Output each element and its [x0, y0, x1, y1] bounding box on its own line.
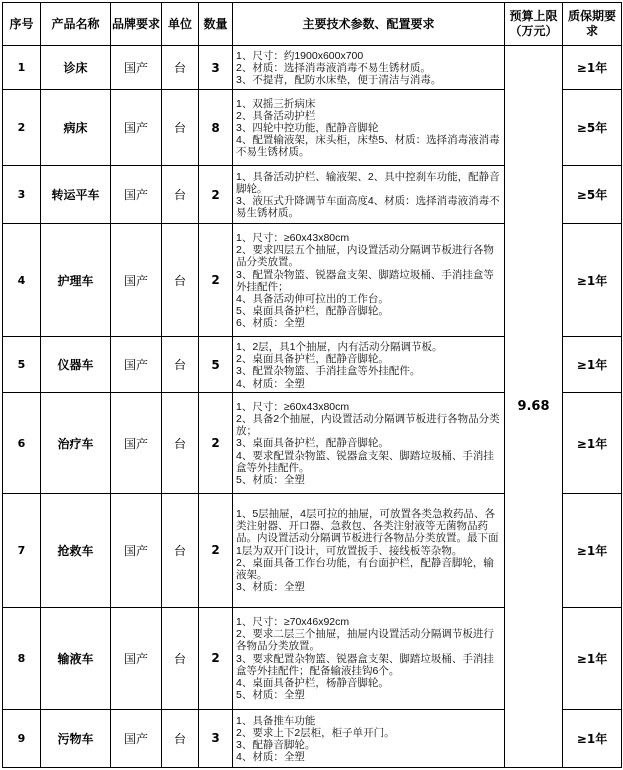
spec-line: 1、2层，具1个抽屉，内有活动分隔调节板。 [236, 341, 443, 353]
product-name: 护理车 [41, 224, 111, 337]
spec-line: 4、具备活动伸可拉出的工作台。 [236, 293, 389, 305]
header-spec: 主要技术参数、配置要求 [233, 3, 505, 46]
spec-line: 2、具备活动护栏 [236, 109, 316, 122]
spec-line: 3、桌面具备护栏，配静音脚轮。 [236, 437, 389, 450]
spec-line: 5、桌面具备护栏，配静音脚轮。 [236, 305, 389, 318]
spec-line: 4、配置输液架，床头柜，床垫5、材质：选择消毒液消毒不易生锈材质。 [236, 134, 500, 159]
product-name: 仪器车 [41, 337, 111, 393]
unit: 台 [162, 393, 199, 493]
warranty: ≥5年 [563, 90, 622, 166]
spec-line: 1、双摇三折病床 [236, 97, 316, 110]
quantity: 2 [199, 224, 233, 337]
budget-cell: 9.68 [505, 46, 563, 768]
row-number: 6 [3, 393, 41, 493]
header-no: 序号 [3, 3, 41, 46]
spec-cell [233, 337, 505, 393]
header-unit: 单位 [162, 3, 199, 46]
spec-line: 2、要求二层三个抽屉，抽屉内设置活动分隔调节板进行各物品分类放置。 [236, 628, 494, 653]
row-number: 8 [3, 607, 41, 709]
warranty: ≥5年 [563, 166, 622, 224]
brand-requirement: 国产 [111, 709, 162, 767]
spec-line: 3、配置杂物篮、手消挂盒等外挂配件。 [236, 365, 421, 378]
table-body [3, 46, 622, 768]
spec-cell [233, 224, 505, 337]
product-name: 病床 [41, 90, 111, 166]
quantity: 3 [199, 709, 233, 767]
brand-requirement: 国产 [111, 393, 162, 493]
spec-line: 2、桌面具备护栏，配静音脚轮。 [236, 353, 389, 366]
quantity: 2 [199, 493, 233, 607]
spec-line: 3、四轮中控功能，配静音脚轮 [236, 121, 379, 134]
unit: 台 [162, 607, 199, 709]
brand-requirement: 国产 [111, 337, 162, 393]
spec-line: 1、具备推车功能 [236, 714, 316, 727]
spec-line: 1、具备活动护栏、输液架、2、具中控刹车功能，配静音脚轮。 [236, 170, 500, 195]
row-number: 2 [3, 90, 41, 166]
spec-line: 2、具备2个抽屉，内设置活动分隔调节板进行各物品分类放； [236, 412, 500, 438]
row-number: 1 [3, 46, 41, 90]
spec-line: 5、材质：全塑 [236, 474, 305, 486]
header-name: 产品名称 [41, 3, 111, 46]
table-row [3, 46, 622, 90]
warranty: ≥1年 [563, 46, 622, 90]
warranty: ≥1年 [563, 393, 622, 493]
product-name: 抢救车 [41, 493, 111, 607]
row-number: 4 [3, 224, 41, 337]
unit: 台 [162, 166, 199, 224]
spec-cell [233, 46, 505, 90]
brand-requirement: 国产 [111, 607, 162, 709]
quantity: 8 [199, 90, 233, 166]
header-warranty: 质保期要求 [563, 3, 622, 46]
spec-line: 5、材质：全塑 [236, 689, 305, 702]
spec-cell [233, 607, 505, 709]
spec-line: 4、桌面具备护栏，杨静音脚轮。 [236, 677, 389, 690]
spec-cell [233, 90, 505, 166]
row-number: 9 [3, 709, 41, 767]
spec-line: 4、材质：全塑 [236, 377, 305, 390]
spec-line: 2、要求四层五个抽屉，内设置活动分隔调节板进行各物品分类放置。 [236, 244, 494, 269]
row-number: 5 [3, 337, 41, 393]
row-number: 3 [3, 166, 41, 224]
unit: 台 [162, 90, 199, 166]
brand-requirement: 国产 [111, 493, 162, 607]
spec-cell [233, 166, 505, 224]
spec-line: 3、液压式升降调节车面高度4、材质：选择消毒液消毒不易生锈材质。 [236, 195, 500, 220]
spec-line: 1、尺寸：≥60x43x80cm [236, 231, 350, 244]
warranty: ≥1年 [563, 337, 622, 393]
spec-line: 4、要求配置杂物篮、锐器盒支架、脚踏垃圾桶、手消挂盒等外挂配件。 [236, 449, 494, 474]
unit: 台 [162, 224, 199, 337]
row-number: 7 [3, 493, 41, 607]
product-name: 治疗车 [41, 393, 111, 493]
unit: 台 [162, 46, 199, 90]
header-brand: 品牌要求 [111, 3, 162, 46]
quantity: 2 [199, 166, 233, 224]
spec-line: 2、材质：选择消毒液消毒不易生锈材质。 [236, 61, 431, 74]
spec-line: 3、配置杂物篮、锐器盒支架、脚踏垃圾桶、手消挂盒等外挂配件； [236, 268, 494, 293]
spec-line: 3、不提背，配防水床垫，便于清洁与消毒。 [236, 74, 442, 87]
spec-line: 1、5层抽屉，4层可拉的抽屉，可放置各类急救药品、各类注射器、开口器、急救包、各类注射液等无菌物品药品。内设置活动分隔调节板进行各物品分类放置。最下面1层为双开门设计，可放置扳手、接线板等杂物。 [236, 507, 499, 557]
spec-line: 1、尺寸：≥70x46x92cm [236, 616, 350, 629]
brand-requirement: 国产 [111, 166, 162, 224]
warranty: ≥1年 [563, 709, 622, 767]
spec-cell [233, 393, 505, 493]
product-name: 输液车 [41, 607, 111, 709]
spec-line: 1、尺寸：约1900x600x700 [236, 49, 364, 62]
brand-requirement: 国产 [111, 90, 162, 166]
warranty: ≥1年 [563, 493, 622, 607]
warranty: ≥1年 [563, 607, 622, 709]
unit: 台 [162, 337, 199, 393]
spec-cell [233, 493, 505, 607]
header-qty: 数量 [199, 3, 233, 46]
quantity: 5 [199, 337, 233, 393]
spec-line: 4、材质：全塑 [236, 751, 305, 764]
spec-line: 2、要求上下2层柜，柜子单开门。 [236, 726, 395, 739]
spec-line: 6、材质：全塑 [236, 317, 305, 330]
warranty: ≥1年 [563, 224, 622, 337]
spec-line: 1、尺寸：≥60x43x80cm [236, 400, 350, 413]
quantity: 2 [199, 607, 233, 709]
product-name: 转运平车 [41, 166, 111, 224]
spec-line: 3、配静音脚轮。 [236, 738, 316, 751]
spec-line: 2、桌面具备工作台功能，有台面护栏，配静音脚轮，输液架。 [236, 556, 494, 581]
brand-requirement: 国产 [111, 224, 162, 337]
header-budget: 预算上限（万元） [505, 3, 563, 46]
quantity: 2 [199, 393, 233, 493]
quantity: 3 [199, 46, 233, 90]
procurement-table [2, 2, 622, 768]
brand-requirement: 国产 [111, 46, 162, 90]
spec-line: 3、要求配置杂物篮、锐器盒支架、脚踏垃圾桶、手消挂盒等外挂配件；配备输液挂钩6个。 [236, 652, 494, 677]
product-name: 污物车 [41, 709, 111, 767]
unit: 台 [162, 493, 199, 607]
spec-cell [233, 709, 505, 767]
spec-line: 3、材质：全塑 [236, 581, 305, 594]
unit: 台 [162, 709, 199, 767]
product-name: 诊床 [41, 46, 111, 90]
header-row [3, 3, 622, 46]
